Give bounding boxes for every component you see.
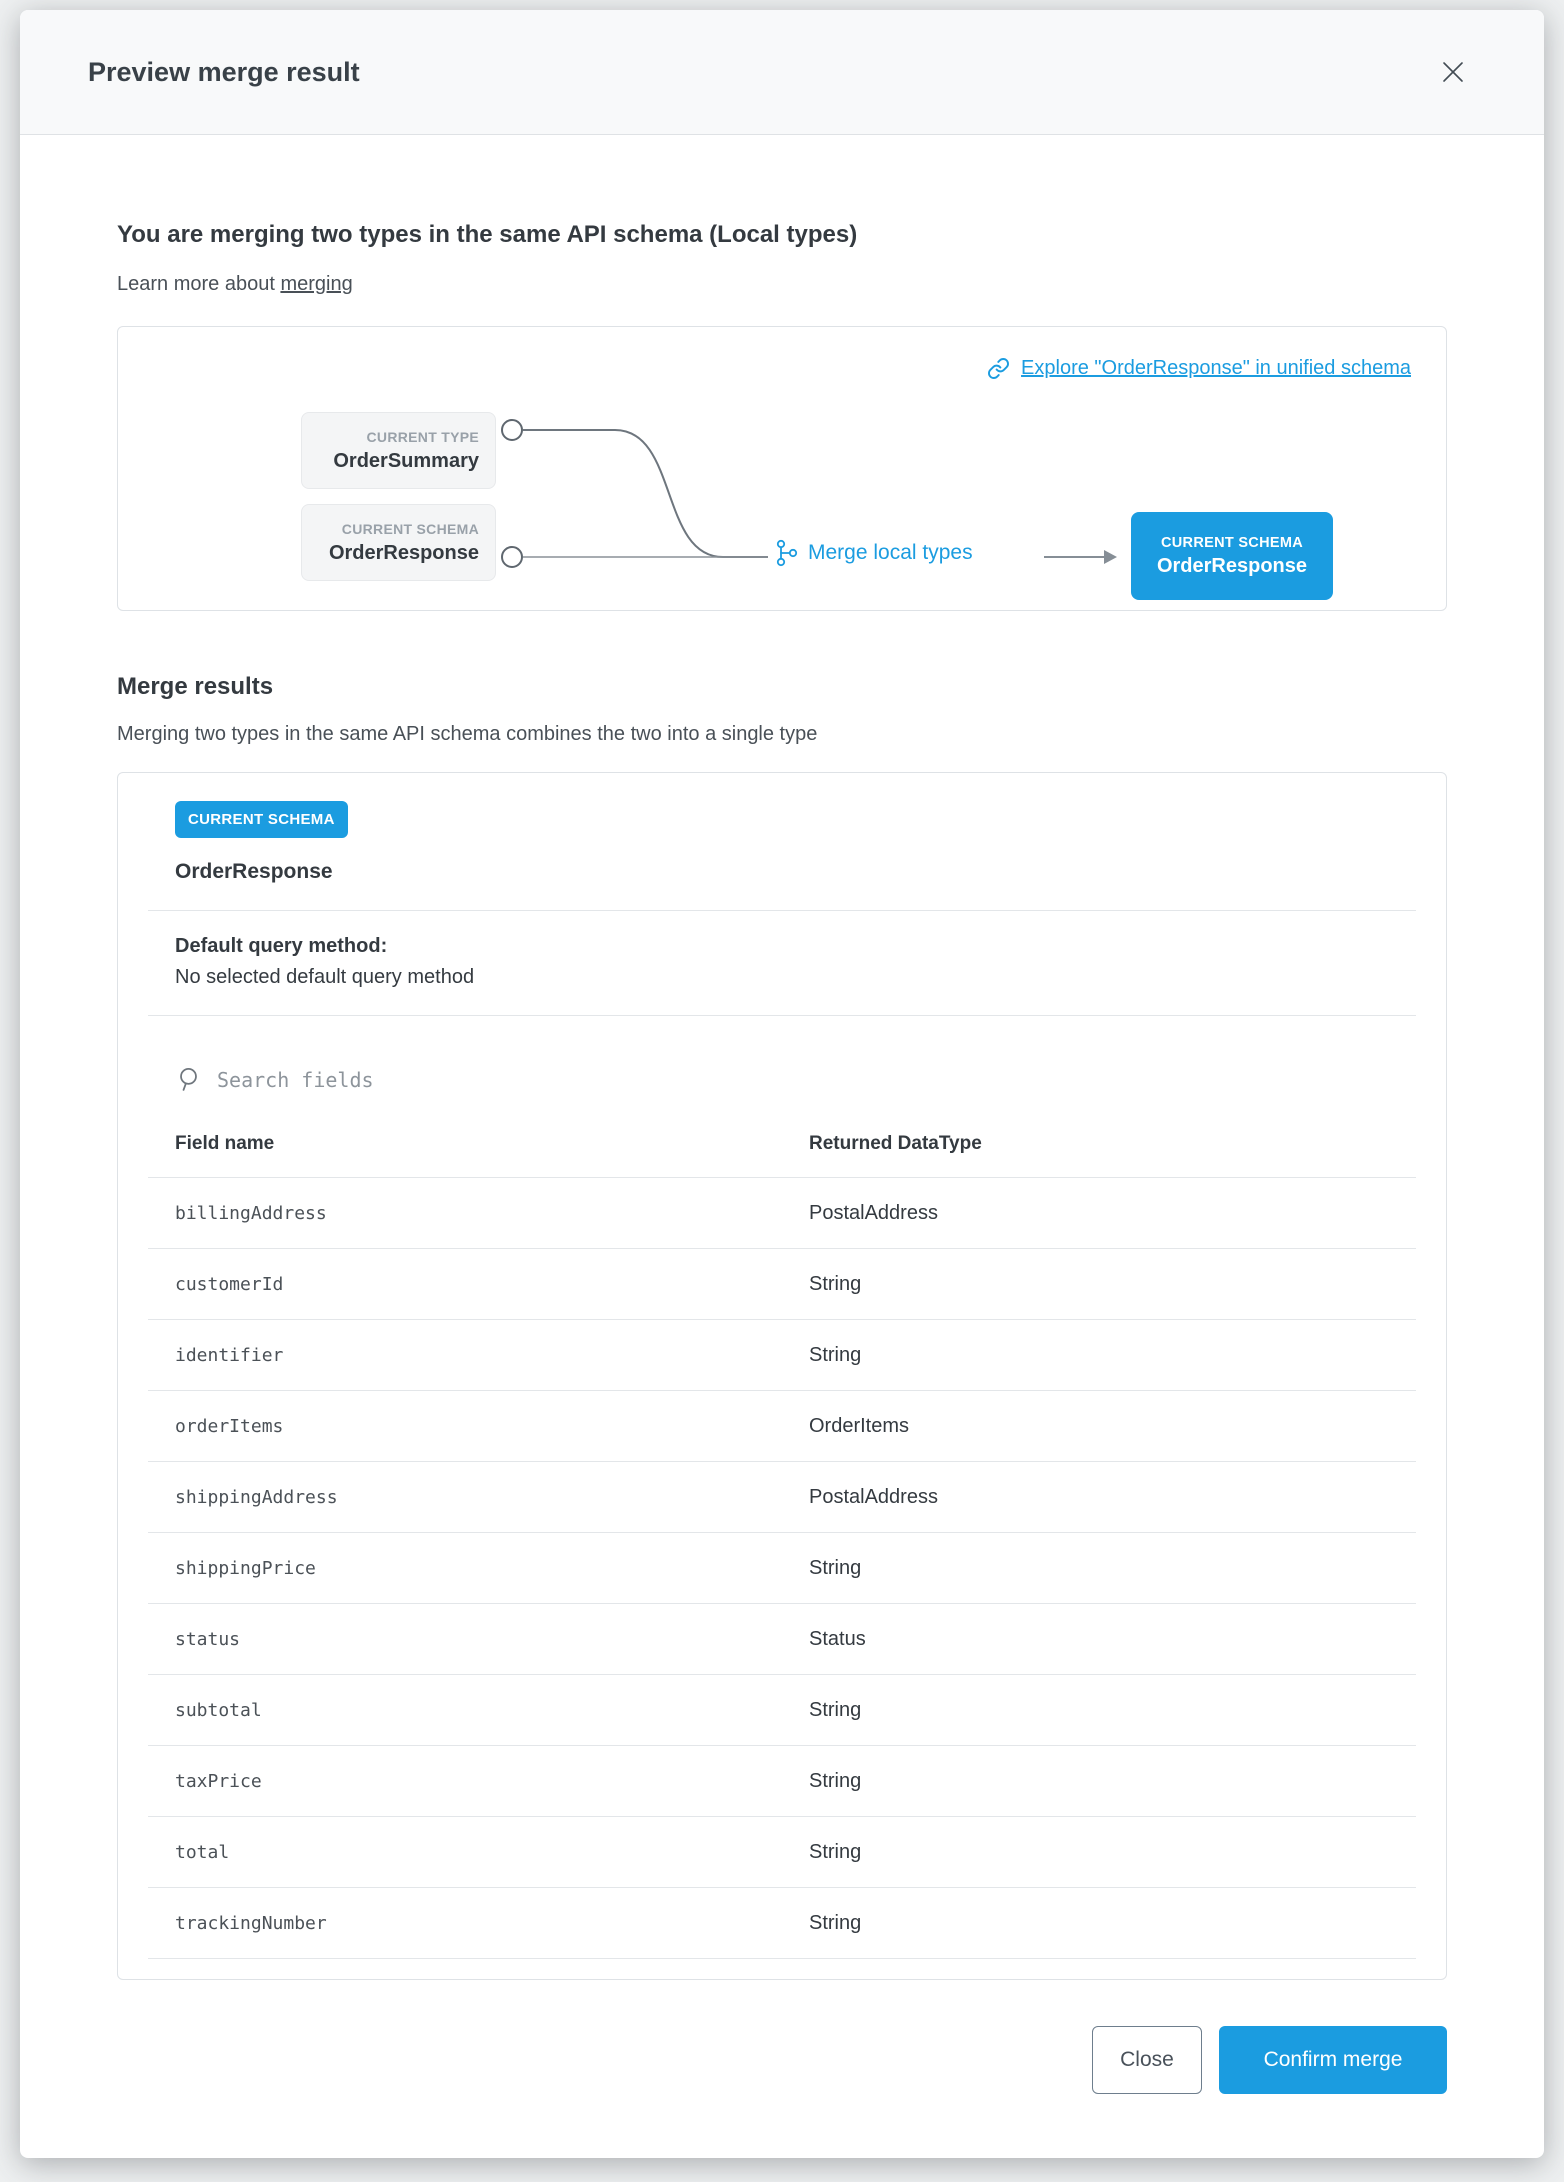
table-row	[148, 1320, 1416, 1391]
field-name-cell: identifier	[175, 1344, 284, 1366]
current-schema-name: OrderResponse	[328, 541, 479, 564]
field-type-cell: PostalAddress	[809, 1201, 938, 1224]
close-button[interactable]	[1432, 51, 1474, 93]
field-name-cell: shippingPrice	[175, 1557, 316, 1579]
table-row	[148, 1675, 1416, 1746]
explore-unified-schema-link[interactable]: Explore "OrderResponse" in unified schema	[1021, 357, 1411, 379]
column-returned-datatype: Returned DataType	[809, 1133, 982, 1154]
current-type-box	[301, 412, 496, 489]
table-row	[148, 1817, 1416, 1888]
field-type-cell: String	[809, 1698, 862, 1721]
field-name-cell: status	[175, 1628, 241, 1650]
field-name-cell: total	[175, 1841, 230, 1863]
field-type-cell: String	[809, 1911, 862, 1934]
default-query-label: Default query method:	[175, 935, 388, 957]
modal-body	[20, 135, 1544, 1980]
result-type-name: OrderResponse	[175, 860, 333, 883]
merging-link[interactable]: merging	[280, 273, 353, 295]
merge-local-types-label	[776, 539, 973, 567]
field-name-cell: taxPrice	[175, 1770, 262, 1792]
merge-icon	[776, 539, 798, 567]
merge-label-text: Merge local types	[808, 541, 973, 564]
table-row	[148, 1746, 1416, 1817]
field-name-cell: orderItems	[175, 1415, 284, 1437]
result-badge-label: CURRENT SCHEMA	[1161, 534, 1303, 551]
merge-result-badge	[1131, 512, 1333, 600]
table-row	[148, 1391, 1416, 1462]
preview-merge-modal	[20, 10, 1544, 2158]
field-name-cell: shippingAddress	[175, 1486, 338, 1508]
merge-result-card	[117, 772, 1447, 1980]
table-row	[148, 1249, 1416, 1320]
current-schema-badge: CURRENT SCHEMA	[175, 801, 348, 838]
search-icon	[175, 1066, 202, 1093]
current-type-label: CURRENT TYPE	[366, 428, 479, 445]
field-type-cell: Status	[809, 1627, 866, 1650]
field-type-cell: OrderItems	[809, 1414, 910, 1437]
modal-title: Preview merge result	[88, 56, 360, 87]
learn-more-prefix: Learn more about	[117, 273, 281, 295]
modal-footer	[20, 1980, 1544, 2094]
search-fields-row	[118, 1066, 1446, 1093]
merge-results-heading: Merge results	[117, 673, 274, 700]
close-footer-button[interactable]: Close	[1092, 2026, 1202, 2094]
merge-results-description: Merging two types in the same API schema combines the two into a single type	[117, 723, 818, 745]
field-type-cell: String	[809, 1840, 862, 1863]
field-name-cell: subtotal	[175, 1699, 262, 1721]
table-row	[148, 1888, 1416, 1959]
field-type-cell: String	[809, 1272, 862, 1295]
field-type-cell: String	[809, 1343, 862, 1366]
field-name-cell: customerId	[175, 1273, 284, 1295]
divider	[148, 910, 1416, 911]
table-row	[148, 1533, 1416, 1604]
field-table-header	[148, 1133, 1416, 1178]
modal-header	[20, 10, 1544, 135]
confirm-merge-button[interactable]: Confirm merge	[1219, 2026, 1447, 2094]
search-fields-input[interactable]	[215, 1067, 635, 1093]
column-field-name: Field name	[175, 1133, 275, 1154]
field-type-cell: PostalAddress	[809, 1485, 938, 1508]
field-name-cell: billingAddress	[175, 1202, 327, 1224]
intro-heading: You are merging two types in the same API schema (Local types)	[117, 221, 858, 248]
field-type-cell: String	[809, 1769, 862, 1792]
current-schema-label: CURRENT SCHEMA	[341, 520, 479, 537]
field-table	[148, 1133, 1416, 1959]
current-schema-box	[301, 504, 496, 581]
result-badge-name: OrderResponse	[1156, 554, 1308, 577]
table-row	[148, 1604, 1416, 1675]
field-table-body	[148, 1178, 1416, 1959]
table-row	[148, 1462, 1416, 1533]
divider	[148, 1015, 1416, 1016]
current-type-name: OrderSummary	[333, 449, 479, 472]
field-name-cell: trackingNumber	[175, 1912, 327, 1934]
close-icon	[1438, 57, 1468, 87]
table-row	[148, 1178, 1416, 1249]
learn-more-text	[117, 273, 1447, 296]
merge-diagram	[117, 326, 1447, 611]
default-query-value: No selected default query method	[175, 966, 475, 988]
field-type-cell: String	[809, 1556, 862, 1579]
